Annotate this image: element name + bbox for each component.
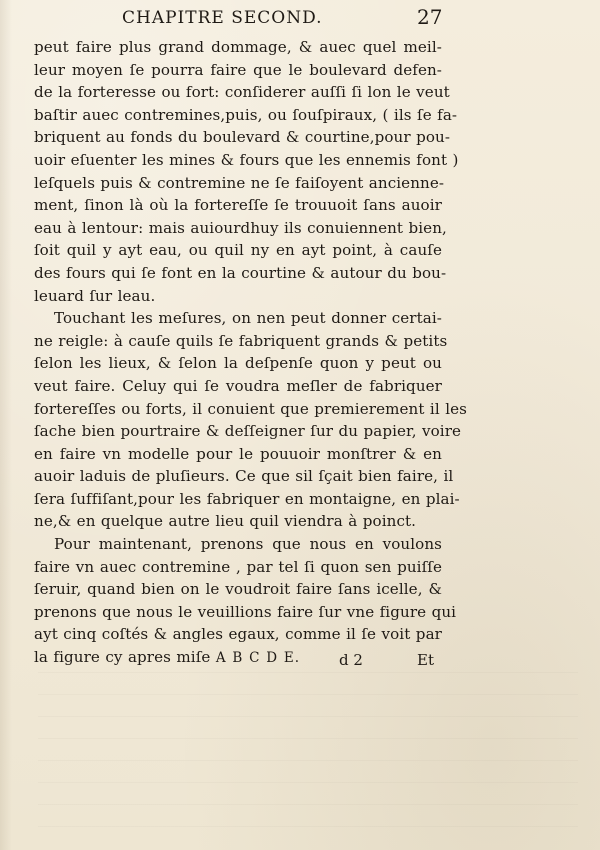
text-line: faire vn auec contremine , par tel ſi quon sen puiſſe <box>34 557 442 576</box>
text-line: Touchant les meſures, on nen peut donner certai- <box>54 309 442 328</box>
text-line: ſache bien pourtraire & deſſeigner ſur du papier, voire <box>34 422 462 441</box>
page-number: 27 <box>417 5 443 29</box>
left-margin-shadow <box>0 0 12 850</box>
text-line: ayt cinq coſtés & angles egaux, comme il ſe voit par <box>34 625 442 644</box>
text-line: ment, ſinon là où la fortereſſe ſe trouuoit ſans auoir <box>34 196 442 215</box>
final-text-line <box>34 646 442 669</box>
text-line: briquent au fonds du boulevard & courtine,pour pou- <box>34 128 451 147</box>
text-line: uoir eſuenter les mines & fours que les ennemis font ) <box>34 150 459 169</box>
body-text <box>34 36 467 669</box>
text-line: baſtir auec contremines,puis, ou ſouſpiraux, ( ils ſe fa- <box>34 105 458 124</box>
text-line: auoir laduis de pluſieurs. Ce que sil ſçait bien faire, il <box>34 467 454 486</box>
signature-mark: d 2 <box>339 651 363 669</box>
text-line: ne reigle: à cauſe quils ſe fabriquent grands & petits <box>34 331 448 350</box>
text-line: de la forteresse ou fort: conſiderer auſſi ſi lon le veut <box>34 83 450 102</box>
text-line: leuard ſur leau. <box>34 286 156 305</box>
show-through-text <box>38 672 578 837</box>
catchword: Et <box>417 651 434 669</box>
text-line: eau à lentour: mais auiourdhuy ils conuiennent bien, <box>34 218 447 237</box>
text-line: ſelon les lieux, & ſelon la deſpenſe quon y peut ou <box>34 354 442 373</box>
text-line: ſoit quil y ayt eau, ou quil ny en ayt point, à cauſe <box>34 241 442 260</box>
text-line: prenons que nous le veuillions faire ſur vne figure qui <box>34 602 457 621</box>
text-line: leur moyen ſe pourra faire que le boulevard defen- <box>34 60 442 79</box>
text-line-fragment: la figure cy apres miſe <box>34 648 211 667</box>
text-line: veut faire. Celuy qui ſe voudra meſler de fabriquer <box>34 376 442 395</box>
text-line: fortereſſes ou forts, il conuient que premierement il les <box>34 399 467 418</box>
text-line: ne,& en quelque autre lieu quil viendra à poinct. <box>34 512 417 531</box>
text-line: leſquels puis & contremine ne ſe faiſoyent ancienne- <box>34 173 445 192</box>
text-line: ſeruir, quand bien on le voudroit faire ſans icelle, & <box>34 580 442 599</box>
chapter-title: CHAPITRE SECOND. <box>122 8 323 28</box>
text-line: peut faire plus grand dommage, & auec quel meil- <box>34 38 442 56</box>
figure-label: A B C D E. <box>215 650 301 667</box>
text-line: Pour maintenant, prenons que nous en voulons <box>54 535 442 554</box>
text-line: des fours qui ſe font en la courtine & autour du bou- <box>34 263 447 282</box>
text-line: en faire vn modelle pour le pouuoir monſtrer & en <box>34 444 442 463</box>
running-header <box>0 6 600 30</box>
text-line: ſera ſuffiſant,pour les fabriquer en montaigne, en plai- <box>34 489 460 508</box>
